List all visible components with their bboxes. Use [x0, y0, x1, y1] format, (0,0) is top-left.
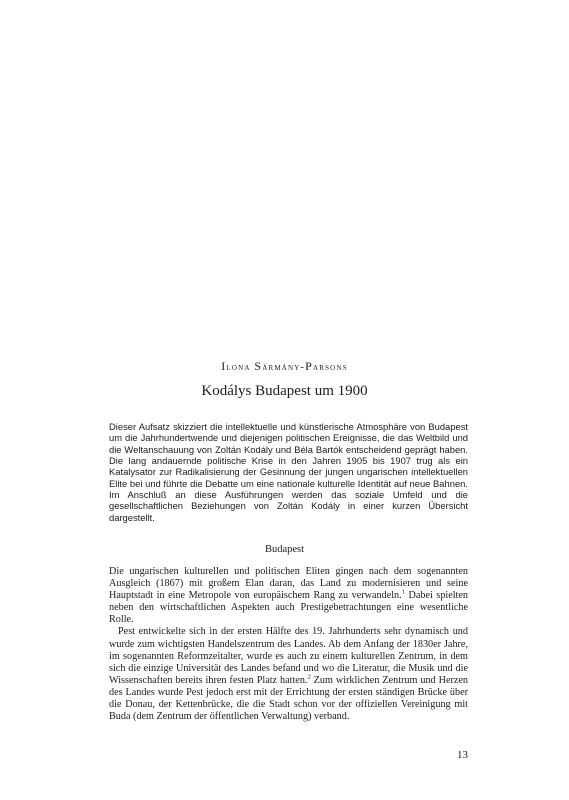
- page-number: 13: [457, 749, 468, 761]
- footnote-ref-1: 1: [401, 588, 405, 596]
- author-name: [0, 359, 569, 374]
- body-text: [109, 566, 468, 723]
- body-paragraph-1: [109, 566, 468, 626]
- paragraph-1-tail: Dabei spielten neben den wirtschaftlichen Aspekten auch Prestigebetrachtungen eine wesentliche Rolle.: [109, 590, 468, 626]
- author-first-name: lona: [226, 362, 251, 373]
- paragraph-2-text: Pest entwickelte sich in der ersten Hälfte des 19. Jahrhunderts sehr dynamisch und wurde zum wichtigsten Handelszentrum des Landes. Ab dem Anfang der 1830er Jahre, im sogenannten Reformzeitalter, wurde es auch zu einem kulturellen Zentrum, in dem sich die einzige Universität des Landes befand und wo die Literatur, die Musik und die Wissenschaften bereits ihren festen Platz hatten.: [109, 626, 468, 686]
- section-heading: Budapest: [264, 544, 305, 555]
- paragraph-2-tail: Zum wirklichen Zentrum und Herzen des Landes wurde Pest jedoch erst mit der Errichtung der ersten ständigen Brücke über die Donau, der Kettenbrücke, die die Stadt schon vor der offiziellen Vereinigung mit Buda (dem Zentrum der öffentlichen Verwaltung) verband.: [109, 674, 469, 723]
- footnote-ref-2: 2: [307, 673, 311, 681]
- author-last-initial: S: [254, 359, 263, 373]
- author-last-name-part1: ármány-: [262, 362, 306, 373]
- author-last-name-part2: arsons: [312, 362, 348, 373]
- paragraph-1-text: Die ungarischen kulturellen und politischen Eliten gingen nach dem sogenannten Ausgleich (1867) mit großem Elan daran, das Land zu modernisieren und seine Hauptstadt in eine Metropole von europäischem Rang zu verwandeln.: [109, 566, 468, 602]
- author-initial: I: [221, 359, 227, 373]
- abstract-paragraph: Dieser Aufsatz skizziert die intellektuelle und künstlerische Atmosphäre von Budapest um die Jahrhundertwende und diejenigen politischen Ereignisse, die das Weltbild und die Weltanschauung von Zoltán Kodály und Béla Bartók entscheidend geprägt haben. Die lang andauernde politische Krise in den Jahren 1905 bis 1907 trug als ein Katalysator zur Radikalisierung der Gesinnung der jungen ungarischen intellektuellen Elite bei und führte die Debatte um eine nationale kulturelle Identität auf neue Bahnen. Im Anschluß an diese Ausführungen werden das soziale Umfeld und die gesellschaftlichen Beziehungen von Zoltán Kodály in einer kurzen Übersicht dargestellt.: [109, 421, 468, 523]
- article-title: Kodálys Budapest um 1900: [201, 383, 368, 399]
- body-paragraph-2: [109, 626, 468, 723]
- author-last-initial-2: P: [305, 359, 313, 373]
